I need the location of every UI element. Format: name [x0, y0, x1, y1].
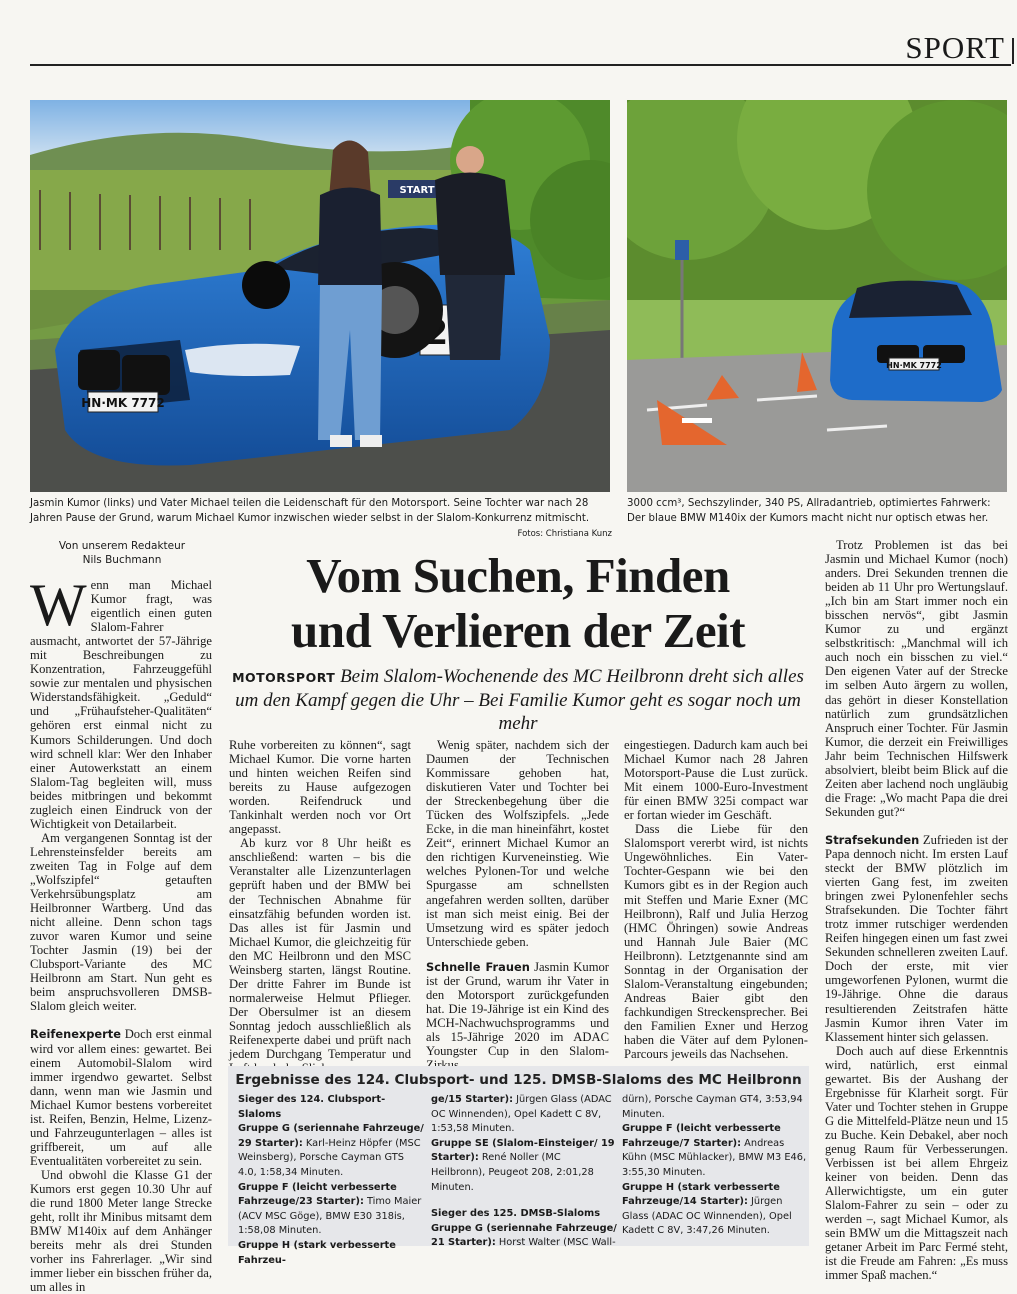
article-column-2: [229, 738, 411, 1075]
paragraph: Trotz Problemen ist das bei Jasmin und Michael Kumor (noch) anders. Drei Sekunden trennen die beiden ab 11 Uhr pro Wertungslauf. „Ich bin am Start immer noch ein bisschen nervös“, gibt Jasmin Kumor zu und ergänzt selbstkritisch: „Manchmal will ich auch noch ein bisschen zu viel.“ Den eigenen Vater auf der Strecke im selben Auto ärgern zu wollen, das gehört in dieser Konstellation natürlich zum grundsätzlichen Anspruch einer Tochter. Für Jasmin Kumor, die derzeit ein Freiwilliges Jahr beim Technischen Hilfswerk absolviert, bleibt beim Blick auf die Zeiten aber lachend noch ungläubig die Frage: „Wo macht Papa die drei Sekunden gut?“: [825, 538, 1008, 819]
dropcap: W: [30, 572, 87, 638]
paragraph: Dass die Liebe für den Slalomsport vererbt wird, ist nichts Ungewöhnliches. Ein Vater-Tochter-Gespann wie bei den Kumors gibt es in der Region auch mit Steffen und Marie Exner (MC Heilbronn), Ralf und Julia Herzog (HMC Öhringen) sowie Andreas und Hannah Jule Baier (MC Heilbronn). Letztgenannte sind am Sonntag in der Organisation der Slalom-Veranstaltung eingebunden; Andreas Baier gibt den fachkundigen Streckensprecher. Bei den Familien Exner und Herzog haben die Väter auf dem Pylonen-Parcours jeweils das Nachsehen.: [624, 822, 808, 1062]
subheading: Schnelle Frauen: [426, 959, 530, 974]
results-entry: Gruppe H (stark verbesserte Fahrzeuge/14 Starter): Jürgen Glass (ADAC OC Winnenden), Opel Kadett C 8V, 3:47,26 Minuten.: [622, 1181, 792, 1237]
photo-father-daughter: [30, 100, 610, 492]
caption-left-text: Jasmin Kumor (links) und Vater Michael teilen die Leidenschaft für den Motorsport. Seine Tochter war nach 28 Jahren Pause der Grund, warum Michael Kumor inzwischen wieder selbst in der Slalom-Konkurrenz mitmischt.: [30, 498, 590, 524]
photo-bmw-slalom: [627, 100, 1007, 492]
byline-author: Nils Buchmann: [82, 554, 162, 566]
headline: [228, 548, 808, 658]
left-license-plate: HN·MK 7772: [81, 396, 165, 410]
photo-caption-right: 3000 ccm³, Sechszylinder, 340 PS, Allradantrieb, optimiertes Fahrwerk: Der blaue BMW M140ix der Kumors macht nicht nur optisch etwas her.: [627, 498, 991, 524]
results-entry: Gruppe F (leicht verbesserte Fahrzeuge/7 Starter): Andreas Kühn (MSC Mühlacker), BMW M3 E46, 3:55,30 Minuten.: [622, 1123, 807, 1178]
results-entry: Gruppe SE (Slalom-Einsteiger/ 19 Starter): René Noller (MC Heilbronn), Peugeot 208, 2:01,28 Minuten.: [431, 1137, 615, 1193]
subheading: Strafsekunden: [825, 832, 920, 847]
results-entry: Gruppe G (seriennahe Fahrzeuge/ 29 Starter): Karl-Heinz Höpfer (MSC Weinsberg), Porsche Cayman GTS 4.0, 1:58,34 Minuten.: [238, 1123, 424, 1178]
results-box: [228, 1066, 809, 1266]
subheading: Reifenexperte: [30, 1027, 121, 1042]
paragraph: [825, 833, 1008, 1044]
article-column-1: [30, 572, 212, 1294]
paragraph-text: Jasmin Kumor ist der Grund, warum ihr Vater in den Motorsport zurückgefunden hat. Die 19-Jährige ist ein Kind des MCH-Nachwuchsprogramms und als 15-Jährige 2020 im ADAC Youngster Cup in den Slalom-: [426, 959, 609, 1058]
paragraph: Wenig später, nachdem sich der Daumen der Technischen Kommissare gehoben hat, diskutieren Vater und Tochter bei der Streckenbegehung über die Tücken des Wolfszipfels. „Jede Ecke, in die man hineinfährt, kostet Zeit“, erinnert Michael Kumor an den richtigen Kurveneinstieg. Wie welches Pylonen-Tor und welche Spurgasse am schnellsten angefahren werden sollten, darüber ist man sich meist einig. Bei der Umsetzung wird es später jedoch Unterschiede geben.: [426, 738, 609, 949]
photo-father-daughter-illustration: [30, 100, 610, 492]
results-entry: Gruppe F (leicht verbesserte Fahrzeuge/23 Starter): Timo Maier (ACV MSC Göge), BMW E30 318is, 1:58,08 Minuten.: [238, 1181, 422, 1237]
results-entry: ge/15 Starter): Jürgen Glass (ADAC OC Winnenden), Opel Kadett C 8V, 1:53,58 Minuten.: [431, 1094, 612, 1135]
photo-bmw-slalom-illustration: [627, 100, 1007, 492]
header-rule: [30, 64, 1011, 66]
results-column-3: [622, 1093, 808, 1239]
paragraph: Am vergangenen Sonntag ist der Lehrensteinsfelder bereits am zweiten Tag in Folge auf dem „Wolfszipfel“ getauften Verkehrsübungsplatz am Heilbronner Wartberg. Und das nicht alleine. Denn schon tags zuvor waren Kumor und seine Tochter Jasmin (19) bei der Clubsport-Variante des MC Heilbronn am Start. Nun geht es beim anspruchsvolleren DMSB-Slalom gleich weiter.: [30, 830, 212, 1014]
paragraph: Und obwohl die Klasse G1 der Kumors erst gegen 10.30 Uhr auf die rund 1800 Meter lange Strecke geht, rollt ihr Minibus mitsamt dem BMW M140ix auf dem Anhänger bereits mehr als drei Stunden vorher ins Fahrerlager. „Wir sind immer lieber ein bisschen früher da, um alles in: [30, 1167, 212, 1294]
deck-text: Beim Slalom-Wochenende des MC Heilbronn dreht sich alles um den Kampf gegen die Uhr – Bei Familie Kumor geht es sogar noch um mehr: [235, 666, 804, 734]
results-heading: Sieger des 125. DMSB-Slaloms: [431, 1208, 601, 1220]
results-title: Ergebnisse des 124. Clubsport- und 125. DMSB-Slaloms des MC Heilbronn: [235, 1072, 802, 1088]
paragraph-text: Zufrieden ist der Papa dennoch nicht. Im ersten Lauf steckt der BMW plötzlich im vierten Gang fest, im zweiten bringen zwei Pylonenfehler sechs Strafsekunden. Die Tochter fährt trotz immer rutschiger werdenden Reifen hingegen einen um fast zwei Sekunden schnelleren zweiten Lauf. Doch der erste, mit vier umgeworfenen Pylonen, wurmt die 19-Jährige. Ohne die daraus resultierenden Zeitstrafen hätte Jasmin Kumor ihren Vater im Klassement hinter sich gelassen.: [825, 832, 1008, 1044]
section-bar: [1012, 38, 1014, 64]
results-column-2: [431, 1093, 617, 1251]
paragraph: Ab kurz vor 8 Uhr heißt es anschließend: warten – bis die Veranstalter alle Lizenzunterlagen geprüft haben und der BMW bei der Technischen Abnahme für einsatzfähig befunden worden ist. Das alles ist für Jasmin und Michael Kumor, die gleichzeitig für den MC Heilbronn und den MSC Weinsberg starten, längst Routine. Der dritte Fahrer im Bunde ist normalerweise Helmut Pflieger. Der Obersulmer ist an diesem Sonntag jedoch ausschließlich als Reifenexperte dabei und prüft nach jedem Durchgang Temperatur und: [229, 836, 411, 1062]
results-entry: Gruppe G (seriennahe Fahrzeuge/ 21 Starter): Horst Walter (MSC Wall-: [431, 1222, 617, 1249]
article-column-4: [624, 738, 808, 1061]
paragraph: Ruhe vorbereiten zu können“, sagt Michael Kumor. Die vorne harten und hinten weichen Reifen sind bereits zu Hause aufgezogen worden. Reifendruck und Tankinhalt werden noch vor Ort angepasst.: [229, 738, 411, 837]
article-column-3: [426, 738, 609, 1072]
photo-caption-left: [30, 496, 612, 542]
photo-credit: Fotos: Christiana Kunz: [517, 529, 612, 539]
article-column-5: [825, 538, 1008, 1282]
kicker: MOTORSPORT: [232, 670, 336, 685]
results-heading: Sieger des 124. Clubsport-Slaloms: [238, 1094, 386, 1120]
section-title: SPORT: [905, 30, 1005, 65]
paragraph-text: enn man Michael Kumor fragt, was eigentlich einen guten Slalom-Fahrer ausmacht, antwortet der 57-Jährige mit Beschreibungen zu Konzentration, Fahrzeuggefühl sowie zur mentalen und physischen Widerstandsfähigkeit. „Geduld“ und „Frühaufsteher-Qualitäten“ gehören erst einmal nicht zu Kumors Schilderungen. Und doch wird schnell klar: Wer den Inhaber einer Autowerkstatt an einem Slalom-Tag begleiten will, muss beides mitbringen und bekommt zugleich einen Eindruck von der Wichtigkeit von Detailarbeit.: [30, 578, 212, 831]
byline-line1: Von unserem Redakteur: [58, 540, 186, 552]
paragraph: Doch auch auf diese Erkenntnis wird, natürlich, erst einmal gewartet. Bis der Aushang der Ergebnisse für Klarheit sorgt. Für Vater und Tochter stehen in Gruppe G die Mittelfeld-Plätze neun und 15 zu Buche. Kein Debakel, aber noch genug Raum für Verbesserungen. Verbissen ist bei allem Ehrgeiz keiner von beiden. Denn das Allerwichtigste, um ein guter Slalom-Fahrer zu sein – oder zu werden –, sagt Michael Kumor, als sein BMW um die Mittagszeit nach getaner Arbeit im Parc Fermé steht, ist die Freude am Fahren: „Es muss immer Spaß machen.“: [825, 1043, 1008, 1283]
paragraph: [30, 572, 212, 831]
results-entry: Gruppe H (stark verbesserte Fahrzeu-: [238, 1239, 396, 1266]
deck: [228, 665, 808, 735]
headline-line1: Vom Suchen, Finden: [306, 548, 730, 603]
paragraph: [426, 960, 609, 1072]
paragraph-text: Doch erst einmal wird vor allem eines: gewartet. Bei einem Automobil-Slalom wird immer irgendwo gewartet. Selbst dann, wenn man wie Jasmin und Michael Kumor bestens vorbereitet ist. Reifen, Benzin, Helme, Lizenz- und Fahrzeugunterlagen – alles ist griffbereit, um auf alle Eventualitäten vorbereitet zu sein.: [30, 1027, 212, 1168]
paragraph: [30, 1027, 212, 1167]
headline-line2: und Verlieren der Zeit: [290, 603, 746, 658]
paragraph: eingestiegen. Dadurch kam auch bei Michael Kumor nach 28 Jahren Motorsport-Pause die Lust zurück. Mit einem 1000-Euro-Investment für einen BMW 325i compact war er fortan wieder im Geschäft.: [624, 738, 808, 823]
right-license-plate: HN·MK 7772: [886, 361, 942, 370]
results-entry: dürn), Porsche Cayman GT4, 3:53,94 Minuten.: [622, 1094, 803, 1120]
byline: [30, 539, 214, 567]
results-column-1: [238, 1093, 424, 1268]
start-sign: START: [399, 185, 435, 196]
